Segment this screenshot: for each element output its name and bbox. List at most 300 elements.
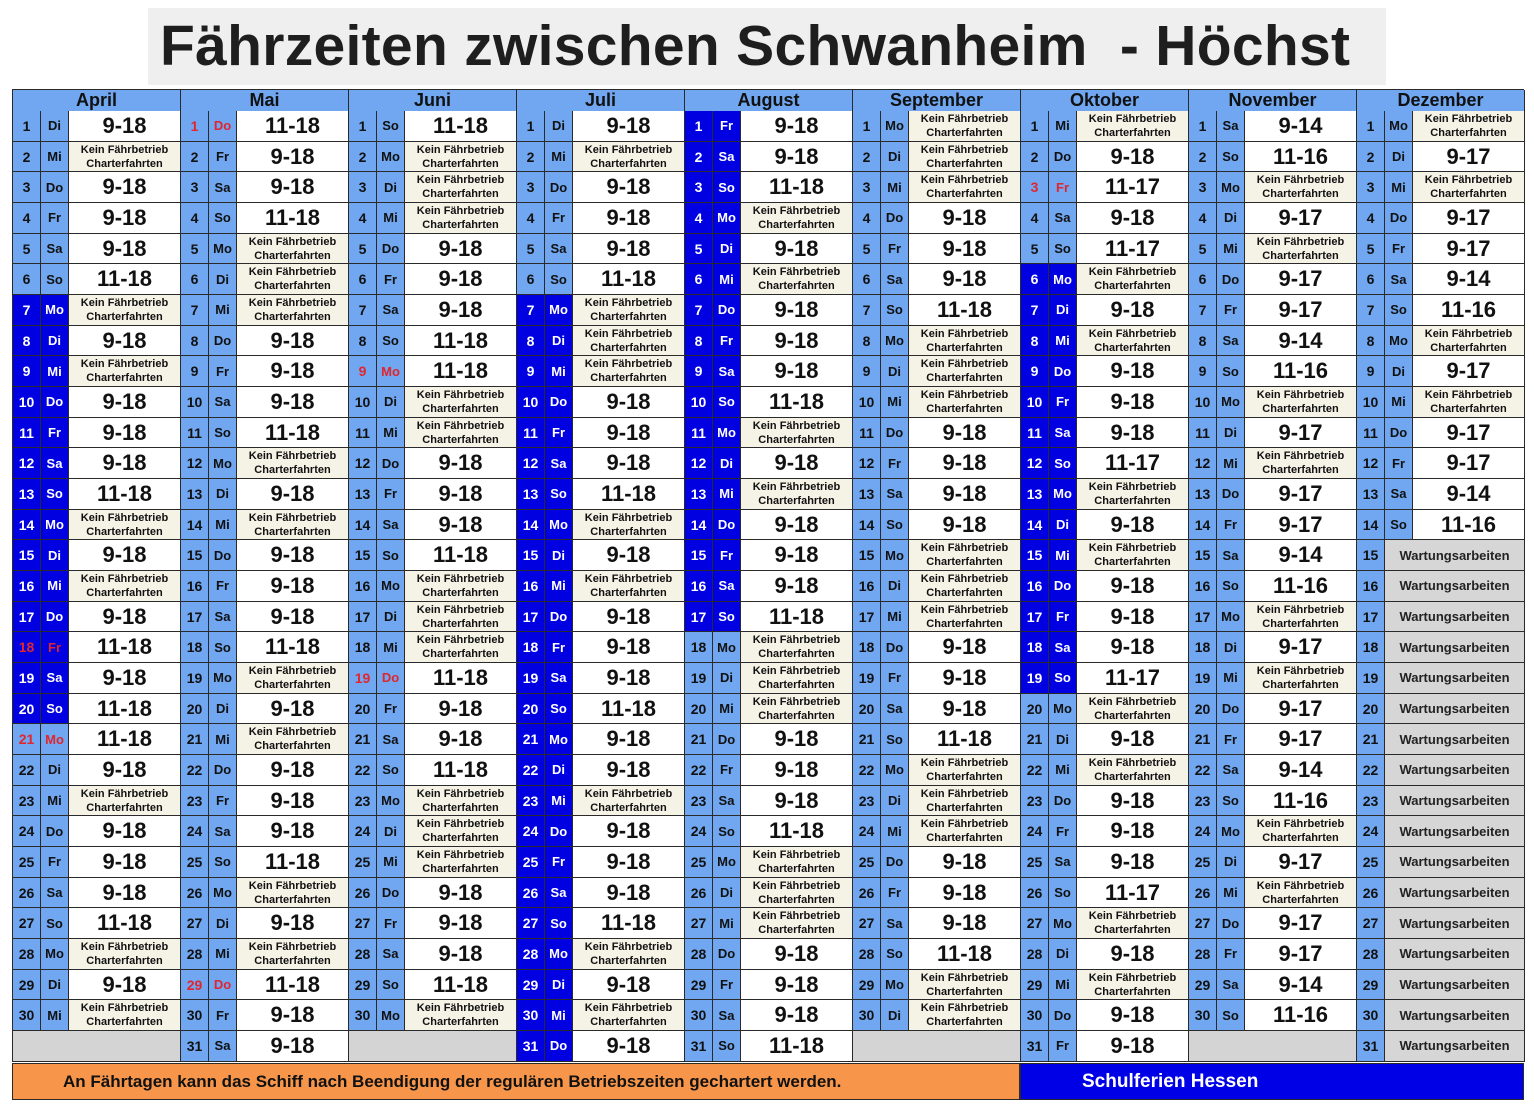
day-number: 12 — [1189, 448, 1217, 479]
day-number: 24 — [1189, 816, 1217, 847]
ferry-hours: 9-14 — [1245, 111, 1357, 142]
weekday: Do — [209, 326, 237, 357]
weekday: Mi — [377, 418, 405, 449]
day-number: 9 — [685, 356, 713, 387]
day-number: 18 — [517, 632, 545, 663]
maintenance-cell: Wartungsarbeiten — [1385, 939, 1525, 970]
day-number: 13 — [517, 479, 545, 510]
charter-label: Charterfahrten — [926, 188, 1003, 201]
no-service-label: Kein Fährbetrieb — [248, 450, 337, 463]
no-service-cell — [1077, 111, 1189, 142]
day-number: 15 — [685, 540, 713, 571]
ferry-hours: 9-18 — [909, 908, 1021, 939]
weekday: Mo — [881, 111, 909, 142]
day-number: 15 — [349, 540, 377, 571]
ferry-hours: 9-18 — [1077, 816, 1189, 847]
weekday: Sa — [1385, 479, 1413, 510]
day-number: 1 — [13, 111, 41, 142]
day-number: 1 — [1357, 111, 1385, 142]
weekday: Mi — [1049, 970, 1077, 1001]
ferry-hours: 11-18 — [69, 724, 181, 755]
weekday: Mo — [377, 786, 405, 817]
ferry-hours: 11-16 — [1245, 142, 1357, 173]
weekday: Mi — [545, 356, 573, 387]
maintenance-cell: Wartungsarbeiten — [1385, 816, 1525, 847]
weekday: Mi — [1049, 111, 1077, 142]
day-number: 20 — [181, 694, 209, 725]
charter-label: Charterfahrten — [254, 954, 331, 967]
day-number: 27 — [1357, 908, 1385, 939]
no-service-cell — [69, 939, 181, 970]
day-number: 12 — [1357, 448, 1385, 479]
day-number: 7 — [853, 295, 881, 326]
ferry-hours: 9-18 — [909, 448, 1021, 479]
weekday: Di — [1049, 510, 1077, 541]
no-service-label: Kein Fährbetrieb — [752, 480, 841, 493]
weekday: Sa — [41, 663, 69, 694]
no-service-label: Kein Fährbetrieb — [584, 296, 673, 309]
weekday: Mo — [545, 939, 573, 970]
no-service-label: Kein Fährbetrieb — [416, 388, 505, 401]
no-service-label: Kein Fährbetrieb — [752, 910, 841, 923]
weekday: Fr — [1385, 448, 1413, 479]
day-number: 30 — [1357, 1000, 1385, 1031]
weekday: So — [209, 203, 237, 234]
ferry-hours: 9-18 — [237, 694, 349, 725]
empty-day-cell — [853, 1031, 1021, 1062]
weekday: So — [209, 418, 237, 449]
ferry-hours: 9-18 — [1077, 387, 1189, 418]
day-number: 27 — [853, 908, 881, 939]
day-number: 12 — [1021, 448, 1049, 479]
ferry-hours: 11-16 — [1245, 356, 1357, 387]
weekday: So — [1049, 878, 1077, 909]
charter-label: Charterfahrten — [590, 341, 667, 354]
ferry-hours: 9-18 — [405, 908, 517, 939]
weekday: Do — [713, 510, 741, 541]
ferry-hours: 9-14 — [1245, 970, 1357, 1001]
day-number: 22 — [1021, 755, 1049, 786]
no-service-cell — [909, 602, 1021, 633]
no-service-cell — [1413, 111, 1525, 142]
day-number: 24 — [517, 816, 545, 847]
weekday: Sa — [545, 448, 573, 479]
day-number: 25 — [853, 847, 881, 878]
weekday: Di — [881, 786, 909, 817]
day-number: 3 — [181, 172, 209, 203]
ferry-hours: 9-18 — [69, 847, 181, 878]
weekday: Do — [881, 847, 909, 878]
weekday: Mi — [209, 724, 237, 755]
weekday: So — [1049, 234, 1077, 265]
day-number: 22 — [349, 755, 377, 786]
ferry-hours: 9-18 — [1077, 1000, 1189, 1031]
day-number: 10 — [1357, 387, 1385, 418]
maintenance-cell: Wartungsarbeiten — [1385, 908, 1525, 939]
day-number: 20 — [349, 694, 377, 725]
weekday: Fr — [1217, 295, 1245, 326]
weekday: Di — [713, 878, 741, 909]
no-service-cell — [909, 816, 1021, 847]
weekday: So — [881, 724, 909, 755]
weekday: So — [377, 970, 405, 1001]
no-service-cell — [405, 786, 517, 817]
no-service-label: Kein Fährbetrieb — [752, 848, 841, 861]
day-number: 16 — [181, 571, 209, 602]
ferry-hours: 9-18 — [1077, 571, 1189, 602]
day-number: 25 — [685, 847, 713, 878]
day-number: 24 — [853, 816, 881, 847]
day-number: 20 — [1021, 694, 1049, 725]
no-service-cell — [1245, 172, 1357, 203]
month-header: Juni — [349, 90, 517, 112]
no-service-cell — [741, 878, 853, 909]
weekday: Mi — [545, 142, 573, 173]
weekday: Mi — [1049, 540, 1077, 571]
no-service-label: Kein Fährbetrieb — [920, 572, 1009, 585]
weekday: Sa — [713, 142, 741, 173]
day-number: 21 — [853, 724, 881, 755]
day-number: 16 — [1357, 571, 1385, 602]
ferry-hours: 11-18 — [69, 632, 181, 663]
weekday: Fr — [1049, 816, 1077, 847]
weekday: So — [41, 908, 69, 939]
no-service-cell — [573, 939, 685, 970]
day-number: 4 — [685, 203, 713, 234]
day-number: 16 — [13, 571, 41, 602]
weekday: Do — [209, 755, 237, 786]
day-number: 17 — [349, 602, 377, 633]
no-service-cell — [1245, 387, 1357, 418]
charter-label: Charterfahrten — [590, 801, 667, 814]
weekday: Do — [1049, 1000, 1077, 1031]
weekday: Mi — [1217, 448, 1245, 479]
day-number: 20 — [13, 694, 41, 725]
weekday: Mo — [545, 295, 573, 326]
weekday: Sa — [377, 724, 405, 755]
charter-label: Charterfahrten — [86, 1016, 163, 1029]
weekday: Do — [1049, 142, 1077, 173]
day-number: 24 — [349, 816, 377, 847]
no-service-cell — [237, 264, 349, 295]
weekday: Di — [1217, 847, 1245, 878]
ferry-hours: 9-17 — [1245, 510, 1357, 541]
ferry-hours: 9-18 — [69, 172, 181, 203]
ferry-hours: 9-18 — [69, 663, 181, 694]
weekday: Fr — [209, 1000, 237, 1031]
month-header: November — [1189, 90, 1357, 112]
day-number: 18 — [1189, 632, 1217, 663]
maintenance-cell: Wartungsarbeiten — [1385, 786, 1525, 817]
weekday: Do — [1385, 203, 1413, 234]
day-number: 10 — [1189, 387, 1217, 418]
maintenance-cell: Wartungsarbeiten — [1385, 694, 1525, 725]
day-number: 19 — [517, 663, 545, 694]
charter-label: Charterfahrten — [1262, 249, 1339, 262]
day-number: 20 — [1357, 694, 1385, 725]
weekday: Do — [1217, 694, 1245, 725]
day-number: 3 — [349, 172, 377, 203]
day-number: 3 — [1189, 172, 1217, 203]
no-service-cell — [405, 602, 517, 633]
day-number: 18 — [181, 632, 209, 663]
weekday: Do — [1217, 264, 1245, 295]
charter-label: Charterfahrten — [1262, 464, 1339, 477]
weekday: So — [41, 694, 69, 725]
ferry-hours: 9-17 — [1245, 479, 1357, 510]
maintenance-cell: Wartungsarbeiten — [1385, 755, 1525, 786]
weekday: Mo — [377, 571, 405, 602]
ferry-hours: 11-16 — [1413, 510, 1525, 541]
day-number: 28 — [685, 939, 713, 970]
no-service-label: Kein Fährbetrieb — [416, 603, 505, 616]
day-number: 24 — [181, 816, 209, 847]
weekday: Di — [881, 1000, 909, 1031]
weekday: Do — [1217, 908, 1245, 939]
day-number: 10 — [1021, 387, 1049, 418]
no-service-label: Kein Fährbetrieb — [920, 1002, 1009, 1015]
empty-day-cell — [13, 1031, 181, 1062]
day-number: 30 — [1189, 1000, 1217, 1031]
charter-label: Charterfahrten — [1262, 188, 1339, 201]
no-service-cell — [1245, 234, 1357, 265]
ferry-hours: 9-18 — [69, 816, 181, 847]
ferry-hours: 9-18 — [909, 203, 1021, 234]
day-number: 8 — [517, 326, 545, 357]
day-number: 3 — [1021, 172, 1049, 203]
ferry-hours: 9-18 — [69, 418, 181, 449]
ferry-hours: 9-18 — [69, 755, 181, 786]
day-number: 4 — [1021, 203, 1049, 234]
weekday: Mi — [1217, 878, 1245, 909]
ferry-hours: 9-18 — [741, 448, 853, 479]
day-number: 7 — [349, 295, 377, 326]
day-number: 21 — [1357, 724, 1385, 755]
weekday: Do — [41, 816, 69, 847]
day-number: 29 — [349, 970, 377, 1001]
no-service-label: Kein Fährbetrieb — [1088, 756, 1177, 769]
maintenance-cell: Wartungsarbeiten — [1385, 878, 1525, 909]
day-number: 4 — [13, 203, 41, 234]
day-number: 21 — [1021, 724, 1049, 755]
no-service-cell — [405, 203, 517, 234]
maintenance-cell: Wartungsarbeiten — [1385, 847, 1525, 878]
day-number: 16 — [685, 571, 713, 602]
weekday: Di — [377, 387, 405, 418]
weekday: Fr — [377, 479, 405, 510]
weekday: Mi — [713, 479, 741, 510]
ferry-hours: 9-18 — [741, 326, 853, 357]
no-service-label: Kein Fährbetrieb — [416, 419, 505, 432]
maintenance-cell: Wartungsarbeiten — [1385, 724, 1525, 755]
day-number: 19 — [685, 663, 713, 694]
ferry-hours: 9-18 — [741, 111, 853, 142]
weekday: Sa — [1049, 847, 1077, 878]
ferry-hours: 9-18 — [405, 295, 517, 326]
ferry-hours: 9-18 — [405, 479, 517, 510]
no-service-cell — [405, 847, 517, 878]
charter-label: Charterfahrten — [926, 556, 1003, 569]
day-number: 2 — [685, 142, 713, 173]
weekday: Do — [713, 939, 741, 970]
maintenance-cell: Wartungsarbeiten — [1385, 540, 1525, 571]
day-number: 5 — [1021, 234, 1049, 265]
ferry-hours: 9-18 — [69, 234, 181, 265]
weekday: Mo — [209, 234, 237, 265]
day-number: 2 — [1357, 142, 1385, 173]
ferry-hours: 9-18 — [573, 172, 685, 203]
ferry-hours: 9-18 — [909, 847, 1021, 878]
weekday: So — [377, 111, 405, 142]
ferry-hours: 11-16 — [1245, 786, 1357, 817]
no-service-cell — [69, 295, 181, 326]
charter-label: Charterfahrten — [590, 310, 667, 323]
ferry-hours: 9-18 — [741, 295, 853, 326]
no-service-label: Kein Fährbetrieb — [1256, 450, 1345, 463]
charter-note: An Fährtagen kann das Schiff nach Beendigung der regulären Betriebszeiten gechartert werden. — [12, 1063, 1020, 1100]
month-header: Mai — [181, 90, 349, 112]
day-number: 12 — [685, 448, 713, 479]
charter-label: Charterfahrten — [926, 341, 1003, 354]
no-service-label: Kein Fährbetrieb — [752, 266, 841, 279]
ferry-hours: 9-18 — [573, 448, 685, 479]
day-number: 7 — [181, 295, 209, 326]
charter-label: Charterfahrten — [254, 249, 331, 262]
weekday: Do — [713, 295, 741, 326]
ferry-hours: 9-18 — [573, 878, 685, 909]
weekday: Di — [881, 571, 909, 602]
day-number: 30 — [853, 1000, 881, 1031]
day-number: 16 — [1189, 571, 1217, 602]
weekday: Di — [881, 142, 909, 173]
no-service-cell — [741, 203, 853, 234]
day-number: 18 — [13, 632, 41, 663]
no-service-cell — [573, 142, 685, 173]
weekday: Fr — [545, 632, 573, 663]
charter-label: Charterfahrten — [422, 157, 499, 170]
day-number: 10 — [517, 387, 545, 418]
ferry-hours: 9-18 — [1077, 1031, 1189, 1062]
no-service-label: Kein Fährbetrieb — [752, 664, 841, 677]
day-number: 17 — [1357, 602, 1385, 633]
ferry-hours: 11-18 — [237, 632, 349, 663]
day-number: 28 — [1357, 939, 1385, 970]
weekday: Do — [1049, 786, 1077, 817]
weekday: Sa — [377, 295, 405, 326]
ferry-hours: 9-18 — [69, 203, 181, 234]
day-number: 5 — [1357, 234, 1385, 265]
ferry-hours: 9-18 — [573, 203, 685, 234]
weekday: Sa — [209, 1031, 237, 1062]
charter-label: Charterfahrten — [1094, 709, 1171, 722]
day-number: 24 — [13, 816, 41, 847]
day-number: 28 — [853, 939, 881, 970]
day-number: 23 — [349, 786, 377, 817]
weekday: Mi — [881, 172, 909, 203]
charter-label: Charterfahrten — [1262, 832, 1339, 845]
weekday: Di — [545, 111, 573, 142]
day-number: 9 — [1357, 356, 1385, 387]
no-service-label: Kein Fährbetrieb — [1256, 235, 1345, 248]
weekday: Sa — [545, 663, 573, 694]
weekday: Do — [377, 234, 405, 265]
day-number: 7 — [1357, 295, 1385, 326]
weekday: Mo — [545, 510, 573, 541]
weekday: So — [881, 295, 909, 326]
no-service-label: Kein Fährbetrieb — [584, 358, 673, 371]
no-service-cell — [69, 571, 181, 602]
day-number: 20 — [853, 694, 881, 725]
no-service-label: Kein Fährbetrieb — [1088, 910, 1177, 923]
ferry-hours: 9-17 — [1413, 142, 1525, 173]
no-service-label: Kein Fährbetrieb — [1088, 542, 1177, 555]
weekday: Mo — [41, 510, 69, 541]
charter-label: Charterfahrten — [1094, 494, 1171, 507]
charter-label: Charterfahrten — [422, 586, 499, 599]
weekday: Fr — [881, 448, 909, 479]
day-number: 14 — [349, 510, 377, 541]
weekday: Sa — [881, 479, 909, 510]
no-service-label: Kein Fährbetrieb — [1088, 266, 1177, 279]
ferry-hours: 11-18 — [69, 694, 181, 725]
no-service-cell — [1077, 908, 1189, 939]
weekday: Sa — [209, 387, 237, 418]
weekday: Do — [209, 111, 237, 142]
day-number: 23 — [1189, 786, 1217, 817]
charter-label: Charterfahrten — [254, 310, 331, 323]
day-number: 26 — [517, 878, 545, 909]
ferry-hours: 9-17 — [1413, 418, 1525, 449]
weekday: Di — [41, 970, 69, 1001]
no-service-cell — [405, 387, 517, 418]
day-number: 26 — [853, 878, 881, 909]
weekday: Mi — [1385, 172, 1413, 203]
ferry-hours: 9-17 — [1245, 418, 1357, 449]
ferry-hours: 9-17 — [1245, 632, 1357, 663]
day-number: 2 — [13, 142, 41, 173]
day-number: 27 — [13, 908, 41, 939]
weekday: Mi — [713, 908, 741, 939]
weekday: So — [377, 326, 405, 357]
ferry-hours: 9-18 — [69, 970, 181, 1001]
weekday: Do — [377, 448, 405, 479]
ferry-hours: 9-18 — [1077, 632, 1189, 663]
title-banner — [148, 8, 1386, 85]
ferry-hours: 9-18 — [1077, 142, 1189, 173]
ferry-hours: 9-18 — [405, 264, 517, 295]
day-number: 29 — [181, 970, 209, 1001]
no-service-cell — [1245, 816, 1357, 847]
ferry-hours: 9-18 — [237, 816, 349, 847]
weekday: So — [1385, 295, 1413, 326]
ferry-hours: 11-17 — [1077, 878, 1189, 909]
weekday: So — [881, 939, 909, 970]
day-number: 24 — [1021, 816, 1049, 847]
no-service-cell — [1413, 387, 1525, 418]
weekday: Mi — [1217, 663, 1245, 694]
weekday: Sa — [545, 878, 573, 909]
weekday: Di — [545, 970, 573, 1001]
no-service-cell — [741, 264, 853, 295]
charter-label: Charterfahrten — [758, 494, 835, 507]
ferry-hours: 9-18 — [909, 264, 1021, 295]
day-number: 3 — [1357, 172, 1385, 203]
charter-label: Charterfahrten — [926, 157, 1003, 170]
no-service-label: Kein Fährbetrieb — [248, 940, 337, 953]
no-service-label: Kein Fährbetrieb — [1256, 174, 1345, 187]
day-number: 28 — [13, 939, 41, 970]
weekday: Di — [209, 479, 237, 510]
